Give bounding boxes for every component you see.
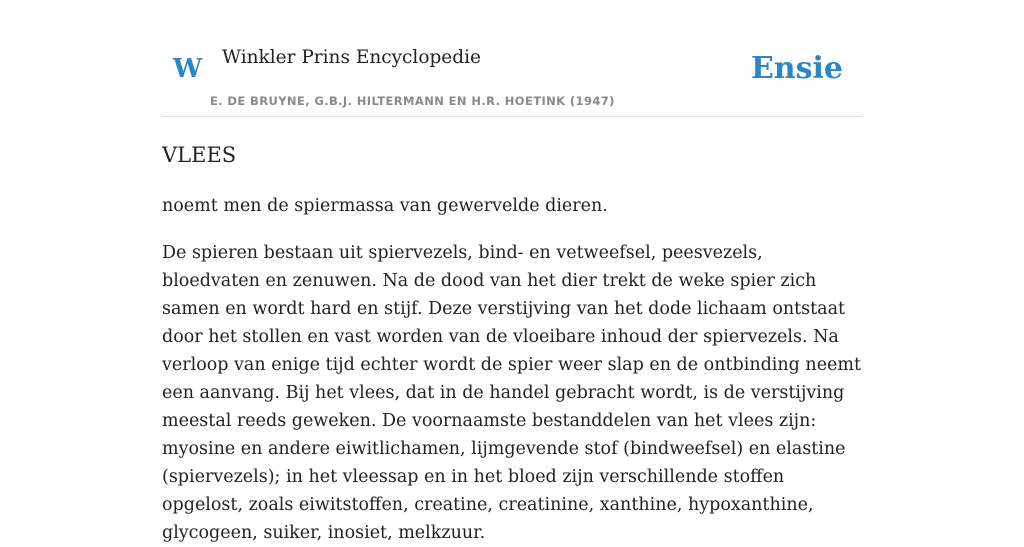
entry-title: VLEES — [162, 143, 237, 167]
source-authors: E. DE BRUYNE, G.B.J. HILTERMANN EN H.R. HOETINK (1947) — [210, 94, 615, 108]
source-title[interactable]: Winkler Prins Encyclopedie — [222, 47, 481, 68]
ensie-logo-link[interactable]: Ensie — [750, 51, 843, 86]
entry-paragraph: De spieren bestaan uit spiervezels, bind- en vetweefsel, peesvezels, bloedvaten en zenuwen. Na de dood van het dier trekt de weke spier zich samen en wordt hard en stijf. Deze verstijving van het dode lichaam ontstaat door het stollen en vast worden van de vloeibare inhoud der spiervezels. Na verloop van enige tijd echter wordt de spier weer slap en de ontbinding neemt een aanvang. Bij het vlees, dat in de handel gebracht wordt, is de verstijving meestal reeds geweken. De voornaamste bestanddelen van het vlees zijn: myosine en andere eiwitlichamen, lijmgevende stof (bindweefsel) en elastine (spiervezels); in het vleessap en in het bloed zijn verschillende stoffen opgelost, zoals eiwitstoffen, creatine, creatinine, xanthine, hypoxanthine, glycogeen, suiker, inosiet, melkzuur. — [162, 243, 862, 543]
article-page — [162, 0, 862, 543]
source-header — [162, 0, 862, 117]
entry-paragraph: noemt men de spiermassa van gewervelde dieren. — [162, 196, 608, 216]
source-logo: W — [173, 54, 203, 84]
